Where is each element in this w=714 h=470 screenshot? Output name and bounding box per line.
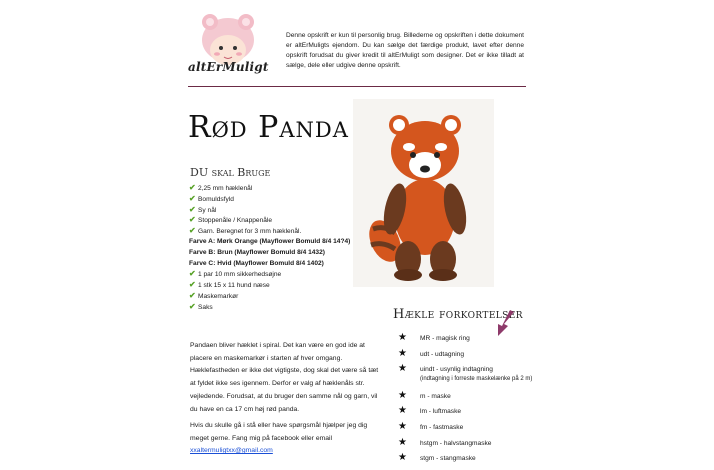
- material-item: [189, 259, 350, 270]
- contact-text: Hvis du skulle gå i stå eller have spørgsmål hjælper jeg dig meget gerne. Fang mig på facebook eller email: [190, 422, 368, 442]
- material-text: Farve C: Hvid (Mayflower Bomuld 8/4 1402): [189, 259, 324, 267]
- abbreviation-item: [398, 388, 532, 404]
- abbreviation-text: m - maske: [420, 392, 451, 400]
- checkmark-icon: ✔: [189, 290, 196, 300]
- abbreviation-text: hstgm - halvstangmaske: [420, 439, 492, 447]
- material-text: Farve A: Mørk Orange (Mayflower Bomuld 8/4 14?4): [189, 237, 351, 245]
- materials-heading: DU skal Bruge: [190, 166, 271, 179]
- material-item: [189, 215, 350, 226]
- star-icon: ★: [398, 436, 407, 448]
- material-text: Farve B: Brun (Mayflower Bomuld 8/4 1432): [189, 248, 325, 256]
- material-item: [189, 237, 350, 248]
- abbreviation-text: fm - fastmaske: [420, 423, 464, 431]
- star-icon: ★: [398, 363, 407, 375]
- abbreviation-item: [398, 435, 532, 451]
- abbreviation-text: lm - luftmaske: [420, 408, 462, 416]
- star-icon: ★: [398, 389, 407, 401]
- logo-text: altErMuligt: [188, 60, 269, 74]
- page-title: Rød Panda: [188, 110, 349, 145]
- abbreviation-item: [398, 450, 532, 466]
- material-text: 2,25 mm hæklenål: [198, 185, 253, 192]
- abbreviation-note: (indtagning i forreste maskelænke på 2 m): [420, 375, 533, 382]
- checkmark-icon: ✔: [189, 193, 196, 203]
- material-item: [189, 248, 350, 259]
- star-icon: ★: [398, 332, 407, 343]
- material-text: Garn. Beregnet for 3 mm hæklenål.: [198, 228, 302, 236]
- checkmark-icon: ✔: [189, 280, 196, 290]
- material-item: [189, 280, 350, 291]
- material-item: [189, 302, 350, 313]
- material-text: Bomuldsfyld: [198, 195, 234, 203]
- checkmark-icon: ✔: [189, 183, 196, 192]
- material-item: [189, 194, 350, 205]
- materials-list: [189, 183, 350, 313]
- material-item: [189, 291, 350, 302]
- checkmark-icon: ✔: [189, 301, 196, 311]
- checkmark-icon: ✔: [189, 226, 196, 236]
- contact-paragraph: [190, 420, 382, 458]
- checkmark-icon: ✔: [189, 269, 196, 279]
- star-icon: ★: [398, 452, 407, 464]
- abbreviations-list: [398, 330, 532, 466]
- material-text: Sy nål: [198, 206, 217, 214]
- material-text: Saks: [198, 303, 213, 311]
- abbreviation-text: stgm - stangmaske: [420, 455, 476, 463]
- abbreviations-heading: Hækle forkortelser: [393, 307, 523, 322]
- star-icon: ★: [398, 405, 407, 417]
- material-text: 1 stk 15 x 11 hund næse: [198, 282, 270, 290]
- material-item: [189, 226, 350, 237]
- intro-paragraph: Pandaen bliver hæklet i spiral. Det kan være en god ide at placere en maskemarkør i starten af hver omgang. Hæklefastheden er ikke det vigtigste, dog skal det være så tæt at fyldet ikke ses igennem. Derfor er valg af hæklenåls str. vejledende. Forudsat, at du bruger den samme nål og garn, vil du have en ca 17 cm høj rød panda.: [190, 342, 379, 413]
- material-text: Stoppenåle / Knappenåle: [198, 217, 273, 225]
- star-icon: ★: [398, 420, 407, 432]
- abbreviation-item: [398, 403, 532, 419]
- abbreviation-item: [398, 330, 532, 346]
- material-item: [189, 205, 350, 216]
- header-divider: [188, 86, 526, 87]
- abbreviation-text: MR - magisk ring: [420, 335, 470, 342]
- abbreviation-item: [398, 419, 532, 435]
- copyright-notice: Denne opskrift er kun til personlig brug. Billederne og opskriften i dette dokument er altErMuligts ejendom. Du kan sælge det færdige produkt, lavet efter denne opskrift forudsat du giver kredit til altErMuligt som designer. Det er ikke tilladt at sælge, dele eller udgive denne opskrift.: [286, 31, 524, 70]
- email-link[interactable]: xxaltermuligtxx@gmail.com: [190, 447, 273, 455]
- checkmark-icon: ✔: [189, 215, 196, 225]
- material-text: 1 par 10 mm sikkerhedsøjne: [198, 271, 282, 279]
- material-item: [189, 269, 350, 280]
- abbreviation-text: udt - udtagning: [420, 350, 464, 358]
- material-item: [189, 183, 350, 194]
- red-panda-photo: [353, 99, 494, 287]
- checkmark-icon: ✔: [189, 204, 196, 214]
- abbreviation-text: uindt - usynlig indtagning: [420, 366, 493, 374]
- star-icon: ★: [398, 347, 407, 359]
- material-text: Maskemarkør: [198, 292, 239, 300]
- abbreviation-item: [398, 346, 532, 362]
